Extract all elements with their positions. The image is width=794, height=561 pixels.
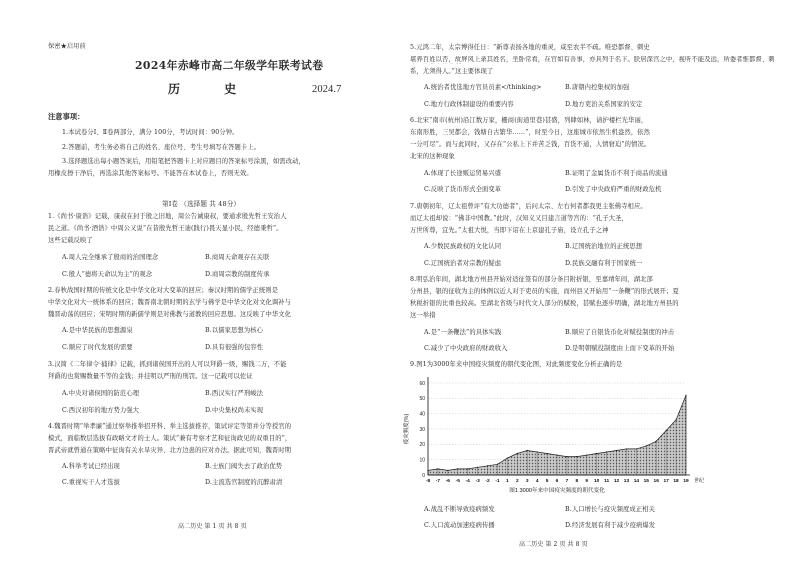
question-line: 7.唐朝初年，辽太祖曾评“有大功德者”，后问太宗、左右何者都我更主张佛寺相应。 bbox=[410, 203, 647, 210]
x-axis-label: 世纪 bbox=[694, 478, 705, 484]
question-line: A.是“一条鞭法”的具体实践 bbox=[424, 329, 502, 336]
question-line: D.具有很强的包容性 bbox=[205, 344, 264, 351]
question-line: C.减少了中央政府的财政收入 bbox=[424, 345, 508, 352]
question-line: 4.魏晋时期“举孝廉”通过察举推举招开科、举主选拔推荐，策试评定等第并分等授官的 bbox=[48, 423, 292, 430]
question-line: D.中央集权尚未实现 bbox=[205, 407, 264, 414]
question-line: C.西汉初年的地方势力强大 bbox=[62, 407, 140, 414]
question-line: 模式，面临数层选拔有政略文才的士人。策试“兼有考察才艺和征询政见的双重目的”， bbox=[48, 435, 292, 442]
data-point bbox=[537, 451, 538, 452]
question-line: 2.春秋战国时期的传统文化是中华文化对大变革的回应；秦汉时期的儒学正统则是 bbox=[48, 287, 279, 294]
question-line: D.商周宗教的制度传承 bbox=[205, 271, 270, 278]
question-line: 1.《尚书·康诰》记载，康叔在封于殷之旧地，周公告诫康叔，要通求殷先哲王安治人 bbox=[48, 213, 287, 220]
y-tick-label: 50 bbox=[419, 396, 425, 403]
x-tick-label: 18 bbox=[673, 479, 679, 484]
question-line: D.是明朝赋役制度由上而下变革的开始 bbox=[565, 345, 675, 352]
question-line: 一分可尽”。而与此同时，又存在“公私上下并苦乏钱，百货不通，人情窘迫”的情况。 bbox=[410, 141, 651, 148]
x-tick-label: -5 bbox=[455, 479, 460, 484]
x-tick-label: -2 bbox=[485, 479, 490, 484]
notice-heading: 注意事项： bbox=[48, 112, 85, 121]
data-point bbox=[586, 454, 587, 455]
question-line: B.辽国统治地位的正统思想 bbox=[565, 243, 643, 250]
answer-option: B.人口增长与疫灾频度成正相关 bbox=[565, 506, 655, 513]
x-tick-label: 12 bbox=[613, 479, 620, 484]
data-point bbox=[596, 453, 597, 454]
exam-date: 2024.7 bbox=[312, 84, 342, 95]
data-point bbox=[437, 468, 438, 469]
question-line: 这一举措 bbox=[410, 312, 436, 319]
data-point bbox=[507, 458, 508, 459]
y-tick-label: 30 bbox=[419, 426, 425, 433]
x-tick-label: 8 bbox=[575, 479, 579, 484]
question-line: 北宋的这种现象 bbox=[410, 153, 455, 160]
y-tick-label: 60 bbox=[419, 380, 425, 387]
y-tick-label: 0 bbox=[422, 472, 425, 479]
question-line: 秋税折银的比重也较高。至湖北省级与时代文人部分的赋税，甚赋也逐步明确，湖北地方州县的 bbox=[410, 300, 679, 307]
question-line: 万世所尊，宜先。”太祖大悦，当即下诏在上京建孔子庙，设立孔子之神 bbox=[410, 227, 609, 234]
x-tick-label: -6 bbox=[445, 479, 450, 484]
question-line: 东南形胜，三吴都会，钱塘自古繁华……”，时至今日，这座城市依然生机盎然，依然 bbox=[410, 129, 651, 136]
data-point bbox=[477, 467, 478, 468]
data-point bbox=[576, 456, 577, 457]
question-line: 拜爵的也赏赐数量不等的金钱；并挂明以严刑的刑罚。这一记载可以佐证 bbox=[48, 373, 253, 380]
question-line: 9.图1为3000年来中国疫灾频度的朝代变化图，对此频度变化分析正确的是 bbox=[410, 361, 623, 368]
notice-line: 2.答题前，考生务必将自己的姓名、座位号、考生号填写在答题卡上。 bbox=[62, 144, 261, 151]
question-line: C.地方行政体制建设的重要内容 bbox=[424, 101, 514, 108]
question-line: C.顺应了时代发展的需要 bbox=[62, 344, 133, 351]
y-tick-label: 40 bbox=[419, 411, 425, 418]
exam-title: 2024年赤峰市高二年级学年联考试卷 bbox=[135, 59, 324, 72]
answer-option: D.经济发展有利于减少疫病爆发 bbox=[565, 522, 656, 529]
question-line: 6.北宋“南市(杭州)沿江数万家，栅商(街道里巷)甚盛，列肆如林，请护楼栏光华丽， bbox=[410, 117, 648, 124]
question-line: C.辽国统治者对宗教的疑虑 bbox=[424, 260, 502, 267]
data-point bbox=[556, 454, 557, 455]
data-point bbox=[675, 419, 676, 420]
data-point bbox=[666, 430, 667, 431]
question-line: D.主流选官制度的沉醉肃清 bbox=[205, 479, 283, 486]
data-point bbox=[606, 451, 607, 452]
data-point bbox=[636, 448, 637, 449]
data-point bbox=[646, 445, 647, 446]
x-tick-label: 6 bbox=[555, 479, 559, 484]
data-point bbox=[527, 450, 528, 451]
x-tick-label: 17 bbox=[663, 479, 669, 484]
question-line: A.是中华民族的思想源泉 bbox=[62, 327, 133, 334]
x-tick-label: 13 bbox=[623, 479, 630, 484]
question-line: B.西汉实行严刑峻法 bbox=[205, 390, 264, 397]
question-line: C.反映了货币形式全面变革 bbox=[424, 186, 502, 193]
data-point bbox=[467, 468, 468, 469]
question-line: D.地方吏治关系国家的安定 bbox=[565, 101, 643, 108]
data-point bbox=[497, 464, 498, 465]
x-tick-label: 1 bbox=[506, 479, 509, 484]
question-line: C.重视实干人才选拔 bbox=[62, 479, 120, 486]
subject-title: 历 史 bbox=[168, 82, 257, 96]
question-line: A.体现了长途贩运贸易兴盛 bbox=[424, 170, 502, 177]
question-line: 晋武帝就曾通在策略中征询有关水旱灾异、北方边患的应对办法。据此可知，魏晋时期 bbox=[48, 447, 292, 454]
x-tick-label: -1 bbox=[495, 479, 500, 484]
x-tick-label: 2 bbox=[515, 479, 519, 484]
y-axis-label: 疫灾频度(%) bbox=[404, 413, 410, 445]
page-footer: 高二历史 第 1 页 共 8 页 bbox=[178, 523, 247, 530]
x-tick-label: 10 bbox=[594, 479, 600, 484]
epidemic-frequency-chart bbox=[402, 375, 705, 515]
data-point bbox=[517, 453, 518, 454]
question-line: 3.汉简《二年律令·捕律》记载，抓到诸侯国开出的人可以拜爵一级，赐钱二万，不能 bbox=[48, 361, 287, 368]
question-line: 民之道。《尚书·酒诰》中周公又说“在昔殷先哲王迪(践行)畏天显小民，经德秉哲”。 bbox=[48, 225, 283, 232]
x-tick-label: 7 bbox=[565, 479, 569, 484]
question-line: A.统治者优选地方官员员素</thinking> bbox=[424, 84, 542, 91]
question-line: B.士族门阀失去了政治优势 bbox=[205, 463, 283, 470]
data-point bbox=[616, 450, 617, 451]
answer-option: A.战乱不断导致疫病频发 bbox=[424, 506, 495, 513]
question-line: B.顺应了自银货币化对赋役制度的冲击 bbox=[565, 329, 675, 336]
question-line: 而辽太祖却说：“佛非中国教。”此时，汉知义又目建言道等宫的：“孔子大圣， bbox=[410, 215, 628, 222]
notice-line: 3.选择题选出每小题答案后，用铅笔把答题卡上对应题目的答案标号涂黑，如需改动， bbox=[62, 158, 305, 165]
x-tick-label: 4 bbox=[535, 479, 539, 484]
question-line: 魏晋动荡的回应；宋明时期的新儒学则是对佛教与道教的回应思想。这反映了中华文化 bbox=[48, 311, 292, 318]
question-line: A.中央对诸侯国的防范心理 bbox=[62, 390, 140, 397]
page-footer: 高二历史 第 2 页 共 8 页 bbox=[519, 541, 588, 548]
x-tick-label: 14 bbox=[633, 479, 640, 484]
question-line: A.周人完全继承了殷商的治国理念 bbox=[62, 254, 159, 261]
data-point bbox=[566, 456, 567, 457]
x-tick-label: 5 bbox=[545, 479, 549, 484]
question-line: B.以儒家思想为核心 bbox=[205, 327, 264, 334]
data-point bbox=[546, 453, 547, 454]
x-tick-label: 3 bbox=[525, 479, 529, 484]
question-line: B.证明了金属货币不利于商品的流通 bbox=[565, 170, 668, 177]
x-tick-label: -8 bbox=[425, 479, 431, 484]
answer-option: C.人口流动加速疫病传播 bbox=[424, 522, 495, 529]
x-tick-label: 9 bbox=[585, 479, 589, 484]
question-line: B.商周天命观存在关联 bbox=[205, 254, 270, 261]
chart-caption: 图1 3000年来中国疫灾频度的朝代变化 bbox=[509, 488, 605, 494]
question-line: D.民族交融有利于国家统一 bbox=[565, 260, 643, 267]
x-tick-label: 16 bbox=[653, 479, 659, 484]
x-tick-label: 19 bbox=[683, 479, 689, 484]
question-line: A.科举考试已经出现 bbox=[62, 463, 120, 470]
x-tick-label: -4 bbox=[465, 479, 470, 484]
question-line: 中华文化对大一统体系的回应；魏晋南北朝时期的玄学与佛学是中华文化对文化调补与 bbox=[48, 299, 292, 306]
question-line: B.唐朝内控集权的加强 bbox=[565, 84, 630, 91]
notice-line: 1.本试卷分Ⅰ、Ⅱ卷两部分，满分 100分，考试时间：90分钟。 bbox=[62, 129, 239, 136]
question-line: 这些记载反映了 bbox=[48, 237, 93, 244]
data-point bbox=[685, 395, 686, 396]
data-point bbox=[447, 470, 448, 471]
data-point bbox=[457, 468, 458, 469]
x-tick-label: 15 bbox=[643, 479, 649, 484]
x-tick-label: 11 bbox=[604, 479, 610, 484]
section-heading: 第Ⅰ卷 （选择题 共 48分） bbox=[162, 200, 241, 208]
question-line: 8.明弘治年间，湖北地方州县开始对适征签有的部分条目附折银，至嘉靖年间，湖北部 bbox=[410, 276, 653, 283]
question-line: 5.元鸿二年，太宗博得任日：“新尊表扬各地的重灵，咸至农半不疏。唯恐都督、刺史 bbox=[410, 44, 650, 51]
x-tick-label: -7 bbox=[435, 479, 441, 484]
data-point bbox=[626, 448, 627, 449]
x-tick-label: -3 bbox=[475, 479, 480, 484]
question-line: 堪养百姓以否，故屏风上录其姓名，坐卧常看，在官如有善事，亦具列于名下。朕居深宫之中，视听不能及远，所委者惟都督、刺 bbox=[410, 56, 775, 63]
confidential-label: 保密★启用前 bbox=[48, 43, 86, 50]
data-point bbox=[487, 465, 488, 466]
question-line: A.少数民族政权的文化认同 bbox=[424, 243, 502, 250]
y-tick-label: 10 bbox=[419, 457, 425, 464]
question-line: D.引发了中央政府严重的财政危机 bbox=[565, 186, 662, 193]
question-line: C.殷人“德将天命以为主”的观念 bbox=[62, 271, 153, 278]
notice-line: 用橡皮擦干净后，再选涂其他答案标号。不能答在本试卷上，否则无效。 bbox=[48, 170, 253, 177]
y-tick-label: 20 bbox=[419, 442, 425, 449]
data-point bbox=[656, 441, 657, 442]
question-line: 分州县，银的征收为主的体例以近人对于吏员的实施，而州县又开始用“一条鞭”的形式展开；夏 bbox=[410, 288, 679, 295]
question-line: 系，尤须得人。”这主要体现了 bbox=[410, 68, 494, 75]
